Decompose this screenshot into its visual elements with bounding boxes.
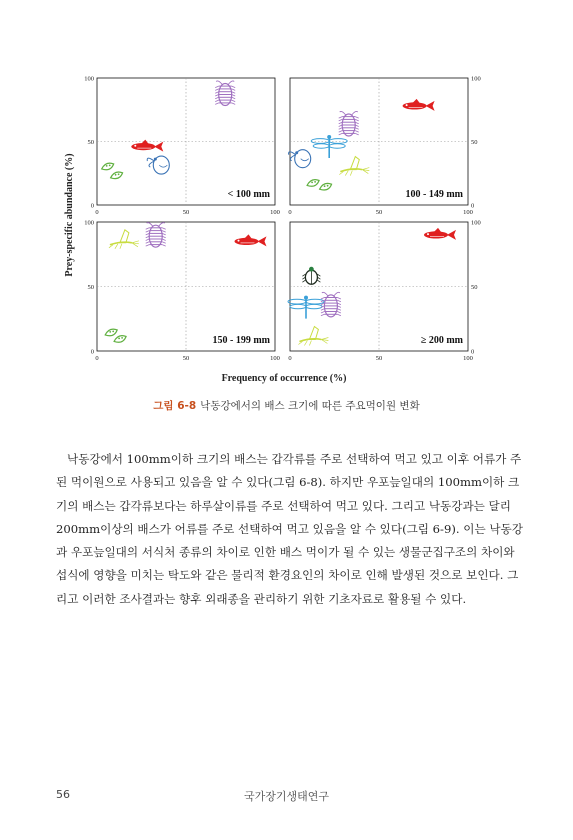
panel-size-label: ≥ 200 mm	[420, 335, 463, 346]
body-paragraph	[56, 448, 523, 611]
y-tick-label: 0	[471, 202, 475, 210]
y-tick-label: 50	[471, 284, 478, 291]
body-line: 섭식에 영향을 미치는 탁도와 같은 물리적 환경요인의 차이로 인해 발생된 것으로 보인다. 그	[56, 568, 519, 583]
panel-size-label: 100 - 149 mm	[405, 189, 463, 200]
figure-caption	[0, 398, 573, 413]
x-tick-label: 100	[270, 355, 280, 362]
x-tick-label: 50	[375, 209, 383, 216]
x-tick-label: 100	[463, 355, 473, 362]
y-tick-label: 100	[84, 75, 94, 83]
y-tick-label: 50	[87, 284, 94, 291]
x-tick-label: 50	[182, 355, 190, 362]
y-tick-label: 100	[471, 75, 481, 83]
y-tick-label: 0	[90, 348, 94, 356]
y-tick-label: 0	[471, 348, 475, 356]
x-axis-title: Frequency of occurrence (%)	[221, 373, 347, 384]
y-axis-title: Prey-specific abundance (%)	[64, 153, 75, 277]
x-tick-label: 50	[375, 355, 383, 362]
body-line: 된 먹이원으로 사용되고 있음을 알 수 있다(그림 6-8). 하지만 우포늪일대의 100mm이하 크	[56, 475, 520, 490]
body-line: 기의 배스는 갑각류보다는 하루살이류를 주로 선택하여 먹고 있다. 그리고 낙동강과는 달리	[56, 498, 511, 513]
y-tick-label: 100	[471, 219, 481, 227]
panel-size-label: < 100 mm	[227, 189, 270, 200]
y-tick-label: 50	[471, 139, 478, 146]
panel	[84, 220, 280, 363]
x-tick-label: 50	[182, 209, 190, 216]
body-line: 200mm이상의 배스가 어류를 주로 선택하여 먹고 있음을 알 수 있다(그림 6-9). 이는 낙동강	[56, 521, 523, 536]
figure-caption-text: 낙동강에서의 배스 크기에 따른 주요먹이원 변화	[200, 400, 420, 412]
x-tick-label: 0	[288, 209, 292, 216]
page-number: 56	[56, 788, 70, 801]
y-tick-label: 0	[90, 202, 94, 210]
x-tick-label: 0	[288, 355, 292, 362]
panel	[288, 76, 480, 217]
x-tick-label: 100	[463, 209, 473, 216]
body-line: 낙동강에서 100mm이하 크기의 배스는 갑각류를 주로 선택하여 먹고 있고 이후 어류가 주	[67, 452, 522, 466]
y-tick-label: 50	[87, 139, 94, 146]
panel-size-label: 150 - 199 mm	[212, 335, 270, 346]
panel	[288, 220, 481, 363]
x-tick-label: 100	[270, 209, 280, 216]
panel	[84, 76, 280, 217]
panels-group	[84, 76, 481, 363]
x-tick-label: 0	[95, 355, 99, 362]
prey-abundance-figure	[0, 0, 573, 400]
x-tick-label: 0	[95, 209, 99, 216]
footer-title: 국가장기생태연구	[243, 790, 329, 803]
body-line: 리고 이러한 조사결과는 향후 외래종을 관리하기 위한 기초자료로 활용될 수 있다.	[56, 591, 467, 606]
y-tick-label: 100	[84, 219, 94, 227]
body-line: 과 우포늪일대의 서식처 종류의 차이로 인한 배스 먹이가 될 수 있는 생물군집구조의 차이와	[56, 545, 515, 560]
figure-caption-number: 그림 6-8	[153, 400, 197, 412]
